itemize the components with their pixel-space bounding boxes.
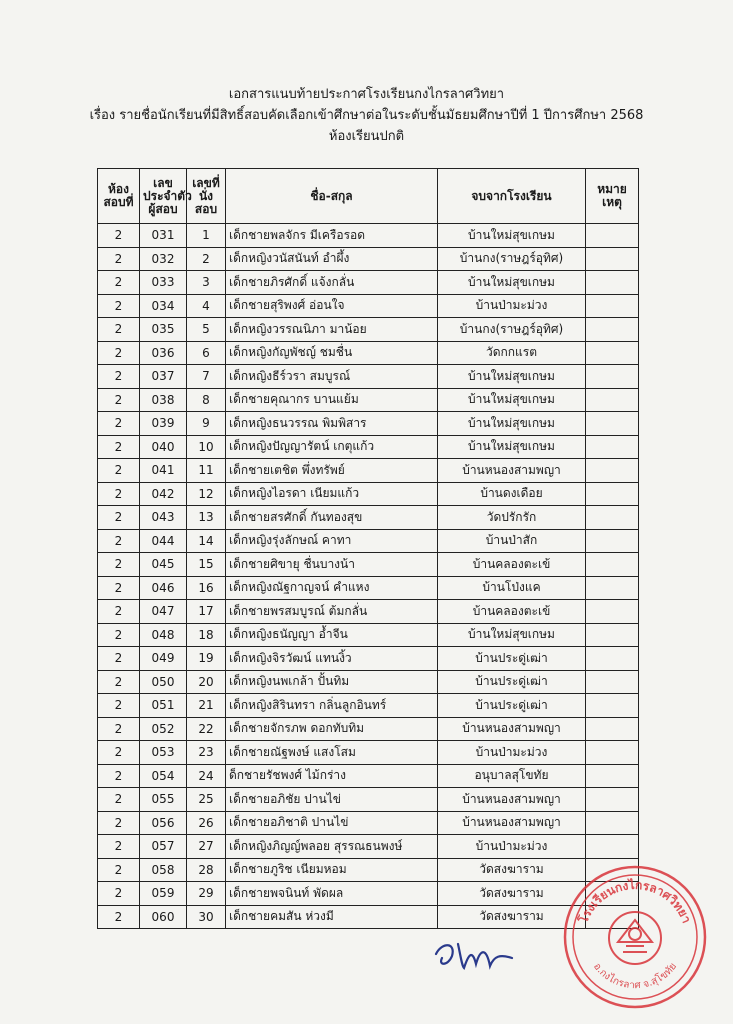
- col-header-room-line1: ห้อง: [108, 182, 129, 196]
- cell-name: เด็กชายคุณากร บานแย้ม: [226, 388, 438, 412]
- cell-exam-id: 040: [140, 435, 187, 459]
- cell-room: 2: [98, 600, 140, 624]
- cell-name: เด็กหญิงธีร์วรา สมบูรณ์: [226, 365, 438, 389]
- cell-name: เด็กหญิงธนัญญา อ้ำจีน: [226, 623, 438, 647]
- cell-seat: 8: [187, 388, 226, 412]
- cell-room: 2: [98, 247, 140, 271]
- cell-seat: 1: [187, 224, 226, 248]
- table-row: [98, 694, 639, 718]
- cell-room: 2: [98, 294, 140, 318]
- cell-note: [586, 811, 639, 835]
- cell-school: บ้านหนองสามพญา: [438, 811, 586, 835]
- table-body: [98, 224, 639, 929]
- cell-school: บ้านใหม่สุขเกษม: [438, 388, 586, 412]
- cell-exam-id: 036: [140, 341, 187, 365]
- table-row: [98, 247, 639, 271]
- cell-exam-id: 055: [140, 788, 187, 812]
- cell-room: 2: [98, 224, 140, 248]
- cell-seat: 15: [187, 553, 226, 577]
- col-header-seat-line1: เลขที่: [192, 175, 220, 190]
- cell-exam-id: 031: [140, 224, 187, 248]
- cell-note: [586, 294, 639, 318]
- cell-room: 2: [98, 318, 140, 342]
- cell-seat: 7: [187, 365, 226, 389]
- cell-seat: 24: [187, 764, 226, 788]
- cell-name: เด็กชายอภิชัย ปานไข่: [226, 788, 438, 812]
- table-row: [98, 412, 639, 436]
- cell-seat: 19: [187, 647, 226, 671]
- cell-seat: 30: [187, 905, 226, 929]
- col-header-exam-id-line1: เลข: [153, 175, 173, 190]
- cell-school: บ้านหนองสามพญา: [438, 717, 586, 741]
- cell-seat: 2: [187, 247, 226, 271]
- table-row: [98, 835, 639, 859]
- cell-name: เด็กชายพจนินท์ พัดผล: [226, 882, 438, 906]
- cell-note: [586, 553, 639, 577]
- col-header-seat-line2: นั่ง: [198, 188, 214, 203]
- cell-school: อนุบาลสุโขทัย: [438, 764, 586, 788]
- cell-school: บ้านคลองตะเข้: [438, 553, 586, 577]
- cell-name: เด็กหญิงวนัสนันท์ อำผึ้ง: [226, 247, 438, 271]
- cell-name: เด็กหญิงวรรณนิภา มาน้อย: [226, 318, 438, 342]
- cell-exam-id: 043: [140, 506, 187, 530]
- cell-exam-id: 033: [140, 271, 187, 295]
- table-row: [98, 670, 639, 694]
- cell-school: วัดสงฆาราม: [438, 858, 586, 882]
- cell-seat: 3: [187, 271, 226, 295]
- cell-name: เด็กชายอภิชาติ ปานไข่: [226, 811, 438, 835]
- col-header-room: [98, 169, 140, 224]
- cell-exam-id: 034: [140, 294, 187, 318]
- cell-name: เด็กชายณัฐพงษ์ แสงโสม: [226, 741, 438, 765]
- cell-room: 2: [98, 412, 140, 436]
- cell-exam-id: 038: [140, 388, 187, 412]
- cell-note: [586, 835, 639, 859]
- cell-school: บ้านประดู่เฒ่า: [438, 694, 586, 718]
- cell-seat: 13: [187, 506, 226, 530]
- cell-exam-id: 041: [140, 459, 187, 483]
- cell-exam-id: 037: [140, 365, 187, 389]
- cell-note: [586, 412, 639, 436]
- cell-school: บ้านกง(ราษฎร์อุทิศ): [438, 318, 586, 342]
- cell-school: บ้านใหม่สุขเกษม: [438, 412, 586, 436]
- cell-name: เด็กชายภูริช เนียมหอม: [226, 858, 438, 882]
- cell-room: 2: [98, 553, 140, 577]
- col-header-seat: [187, 169, 226, 224]
- cell-note: [586, 600, 639, 624]
- cell-seat: 9: [187, 412, 226, 436]
- cell-seat: 14: [187, 529, 226, 553]
- cell-room: 2: [98, 271, 140, 295]
- table-row: [98, 788, 639, 812]
- cell-room: 2: [98, 576, 140, 600]
- table-row: [98, 506, 639, 530]
- cell-room: 2: [98, 764, 140, 788]
- cell-name: เด็กหญิงธนวรรณ พิมพิสาร: [226, 412, 438, 436]
- cell-exam-id: 049: [140, 647, 187, 671]
- cell-name: ด็กชายรัชพงศ์ ไม้กร่าง: [226, 764, 438, 788]
- cell-name: เด็กหญิงไอรดา เนียมแก้ว: [226, 482, 438, 506]
- cell-seat: 28: [187, 858, 226, 882]
- cell-room: 2: [98, 482, 140, 506]
- table-header-row: [98, 169, 639, 224]
- table-row: [98, 811, 639, 835]
- cell-exam-id: 052: [140, 717, 187, 741]
- cell-school: บ้านใหม่สุขเกษม: [438, 623, 586, 647]
- table-row: [98, 905, 639, 929]
- cell-seat: 18: [187, 623, 226, 647]
- cell-note: [586, 365, 639, 389]
- cell-note: [586, 341, 639, 365]
- cell-room: 2: [98, 647, 140, 671]
- cell-exam-id: 050: [140, 670, 187, 694]
- cell-note: [586, 506, 639, 530]
- table-row: [98, 553, 639, 577]
- cell-exam-id: 054: [140, 764, 187, 788]
- col-header-exam-id: [140, 169, 192, 224]
- cell-note: [586, 717, 639, 741]
- cell-room: 2: [98, 341, 140, 365]
- cell-room: 2: [98, 694, 140, 718]
- cell-room: 2: [98, 741, 140, 765]
- col-header-room-line2: สอบที่: [103, 195, 134, 209]
- cell-room: 2: [98, 435, 140, 459]
- cell-seat: 10: [187, 435, 226, 459]
- cell-school: บ้านป่ามะม่วง: [438, 741, 586, 765]
- cell-exam-id: 053: [140, 741, 187, 765]
- cell-name: เด็กหญิงกัญพัชญ์ ชมชื่น: [226, 341, 438, 365]
- cell-name: เด็กหญิงจิรวัฒน์ แทนงิ้ว: [226, 647, 438, 671]
- cell-name: เด็กหญิงรุ่งลักษณ์ คาทา: [226, 529, 438, 553]
- cell-room: 2: [98, 788, 140, 812]
- cell-seat: 6: [187, 341, 226, 365]
- table-row: [98, 459, 639, 483]
- cell-exam-id: 047: [140, 600, 187, 624]
- cell-name: เด็กชายคมสัน ห่วงมี: [226, 905, 438, 929]
- cell-school: บ้านป่าสัก: [438, 529, 586, 553]
- cell-room: 2: [98, 670, 140, 694]
- cell-name: เด็กหญิงปัญญารัตน์ เกตุแก้ว: [226, 435, 438, 459]
- cell-exam-id: 057: [140, 835, 187, 859]
- cell-note: [586, 388, 639, 412]
- cell-note: [586, 764, 639, 788]
- document-header: [0, 84, 733, 147]
- cell-school: บ้านประดู่เฒ่า: [438, 647, 586, 671]
- cell-name: เด็กชายสรศักดิ์ กันทองสุข: [226, 506, 438, 530]
- cell-seat: 29: [187, 882, 226, 906]
- cell-school: บ้านหนองสามพญา: [438, 459, 586, 483]
- cell-exam-id: 048: [140, 623, 187, 647]
- cell-note: [586, 670, 639, 694]
- svg-text:อ.กงไกรลาศ จ.สุโขทัย: อ.กงไกรลาศ จ.สุโขทัย: [590, 961, 680, 992]
- cell-exam-id: 042: [140, 482, 187, 506]
- cell-note: [586, 529, 639, 553]
- cell-school: บ้านคลองตะเข้: [438, 600, 586, 624]
- col-header-note-line2: เหตุ: [602, 195, 622, 209]
- cell-school: วัดสงฆาราม: [438, 882, 586, 906]
- cell-school: บ้านใหม่สุขเกษม: [438, 271, 586, 295]
- cell-exam-id: 059: [140, 882, 187, 906]
- cell-school: บ้านป่ามะม่วง: [438, 835, 586, 859]
- student-roster-table: [97, 168, 639, 929]
- cell-room: 2: [98, 459, 140, 483]
- table-row: [98, 271, 639, 295]
- table-row: [98, 341, 639, 365]
- cell-seat: 21: [187, 694, 226, 718]
- cell-seat: 25: [187, 788, 226, 812]
- table-row: [98, 294, 639, 318]
- cell-room: 2: [98, 717, 140, 741]
- cell-school: บ้านประดู่เฒ่า: [438, 670, 586, 694]
- header-room-type: ห้องเรียนปกติ: [328, 129, 405, 144]
- cell-note: [586, 788, 639, 812]
- cell-seat: 17: [187, 600, 226, 624]
- cell-school: วัดสงฆาราม: [438, 905, 586, 929]
- cell-exam-id: 058: [140, 858, 187, 882]
- cell-room: 2: [98, 365, 140, 389]
- header-title: เอกสารแนบท้ายประกาศโรงเรียนกงไกรลาศวิทยา: [228, 87, 505, 102]
- col-header-note-line1: หมาย: [597, 182, 627, 196]
- cell-school: วัดปรักรัก: [438, 506, 586, 530]
- cell-exam-id: 056: [140, 811, 187, 835]
- cell-school: วัดกกแรต: [438, 341, 586, 365]
- cell-room: 2: [98, 623, 140, 647]
- cell-room: 2: [98, 835, 140, 859]
- table-row: [98, 600, 639, 624]
- cell-room: 2: [98, 811, 140, 835]
- cell-school: บ้านดงเดือย: [438, 482, 586, 506]
- cell-seat: 22: [187, 717, 226, 741]
- cell-room: 2: [98, 529, 140, 553]
- cell-seat: 23: [187, 741, 226, 765]
- table-row: [98, 435, 639, 459]
- cell-name: เด็กหญิงนพเกล้า ปั้นทิม: [226, 670, 438, 694]
- table-row: [98, 882, 639, 906]
- cell-exam-id: 044: [140, 529, 187, 553]
- signature-icon: [428, 932, 518, 977]
- table-row: [98, 764, 639, 788]
- col-header-seat-line3: สอบ: [194, 201, 218, 216]
- cell-room: 2: [98, 858, 140, 882]
- cell-room: 2: [98, 905, 140, 929]
- cell-exam-id: 046: [140, 576, 187, 600]
- cell-name: เด็กหญิงสิรินทรา กลิ่นลูกอินทร์: [226, 694, 438, 718]
- cell-note: [586, 741, 639, 765]
- school-seal-icon: [560, 862, 710, 1012]
- table-row: [98, 623, 639, 647]
- cell-exam-id: 045: [140, 553, 187, 577]
- cell-name: เด็กชายเตชิต พึ่งทรัพย์: [226, 459, 438, 483]
- table-row: [98, 717, 639, 741]
- cell-note: [586, 623, 639, 647]
- col-header-name: ชื่อ-สกุล: [226, 169, 438, 224]
- cell-school: บ้านโป่งแค: [438, 576, 586, 600]
- table-row: [98, 741, 639, 765]
- cell-name: เด็กชายพลจักร มีเครือรอด: [226, 224, 438, 248]
- col-header-school: จบจากโรงเรียน: [438, 169, 586, 224]
- cell-note: [586, 224, 639, 248]
- cell-note: [586, 271, 639, 295]
- cell-note: [586, 647, 639, 671]
- cell-note: [586, 318, 639, 342]
- cell-school: บ้านกง(ราษฎร์อุทิศ): [438, 247, 586, 271]
- cell-seat: 4: [187, 294, 226, 318]
- cell-room: 2: [98, 882, 140, 906]
- cell-note: [586, 247, 639, 271]
- table-row: [98, 482, 639, 506]
- cell-seat: 5: [187, 318, 226, 342]
- cell-exam-id: 039: [140, 412, 187, 436]
- table-row: [98, 529, 639, 553]
- cell-name: เด็กชายพรสมบูรณ์ ต้มกลั่น: [226, 600, 438, 624]
- cell-name: เด็กหญิงณัฐกาญจน์ คำแหง: [226, 576, 438, 600]
- table-row: [98, 224, 639, 248]
- table-row: [98, 388, 639, 412]
- cell-room: 2: [98, 388, 140, 412]
- cell-seat: 11: [187, 459, 226, 483]
- cell-note: [586, 694, 639, 718]
- svg-text:โรงเรียนกงไกรลาศวิทยา: โรงเรียนกงไกรลาศวิทยา: [576, 877, 694, 926]
- cell-school: บ้านป่ามะม่วง: [438, 294, 586, 318]
- table-row: [98, 318, 639, 342]
- cell-seat: 12: [187, 482, 226, 506]
- cell-exam-id: 035: [140, 318, 187, 342]
- cell-note: [586, 459, 639, 483]
- cell-name: เด็กชายศิขายุ ชื่นบางน้า: [226, 553, 438, 577]
- cell-note: [586, 576, 639, 600]
- col-header-note: [586, 169, 639, 224]
- cell-seat: 27: [187, 835, 226, 859]
- cell-name: เด็กชายสุริพงศ์ อ่อนใจ: [226, 294, 438, 318]
- cell-name: เด็กชายภิรศักดิ์ แจ้งกลั่น: [226, 271, 438, 295]
- table-row: [98, 647, 639, 671]
- cell-exam-id: 051: [140, 694, 187, 718]
- cell-exam-id: 060: [140, 905, 187, 929]
- col-header-exam-id-line2: ประจำตัว: [143, 188, 192, 203]
- table-row: [98, 858, 639, 882]
- cell-school: บ้านหนองสามพญา: [438, 788, 586, 812]
- cell-exam-id: 032: [140, 247, 187, 271]
- cell-school: บ้านใหม่สุขเกษม: [438, 365, 586, 389]
- cell-seat: 16: [187, 576, 226, 600]
- cell-note: [586, 482, 639, 506]
- table-row: [98, 365, 639, 389]
- cell-seat: 26: [187, 811, 226, 835]
- col-header-exam-id-line3: ผู้สอบ: [148, 201, 178, 216]
- cell-note: [586, 435, 639, 459]
- cell-seat: 20: [187, 670, 226, 694]
- header-subject: เรื่อง รายชื่อนักเรียนที่มีสิทธิ์สอบคัดเลือกเข้าศึกษาต่อในระดับชั้นมัธยมศึกษาปีที่ 1 ปีการศึกษา 2568: [89, 108, 644, 123]
- table-row: [98, 576, 639, 600]
- cell-name: เด็กหญิงภิญญ์พลอย สุรรณธนพงษ์: [226, 835, 438, 859]
- cell-school: บ้านใหม่สุขเกษม: [438, 435, 586, 459]
- cell-room: 2: [98, 506, 140, 530]
- cell-school: บ้านใหม่สุขเกษม: [438, 224, 586, 248]
- cell-name: เด็กชายจักรภพ ดอกทับทิม: [226, 717, 438, 741]
